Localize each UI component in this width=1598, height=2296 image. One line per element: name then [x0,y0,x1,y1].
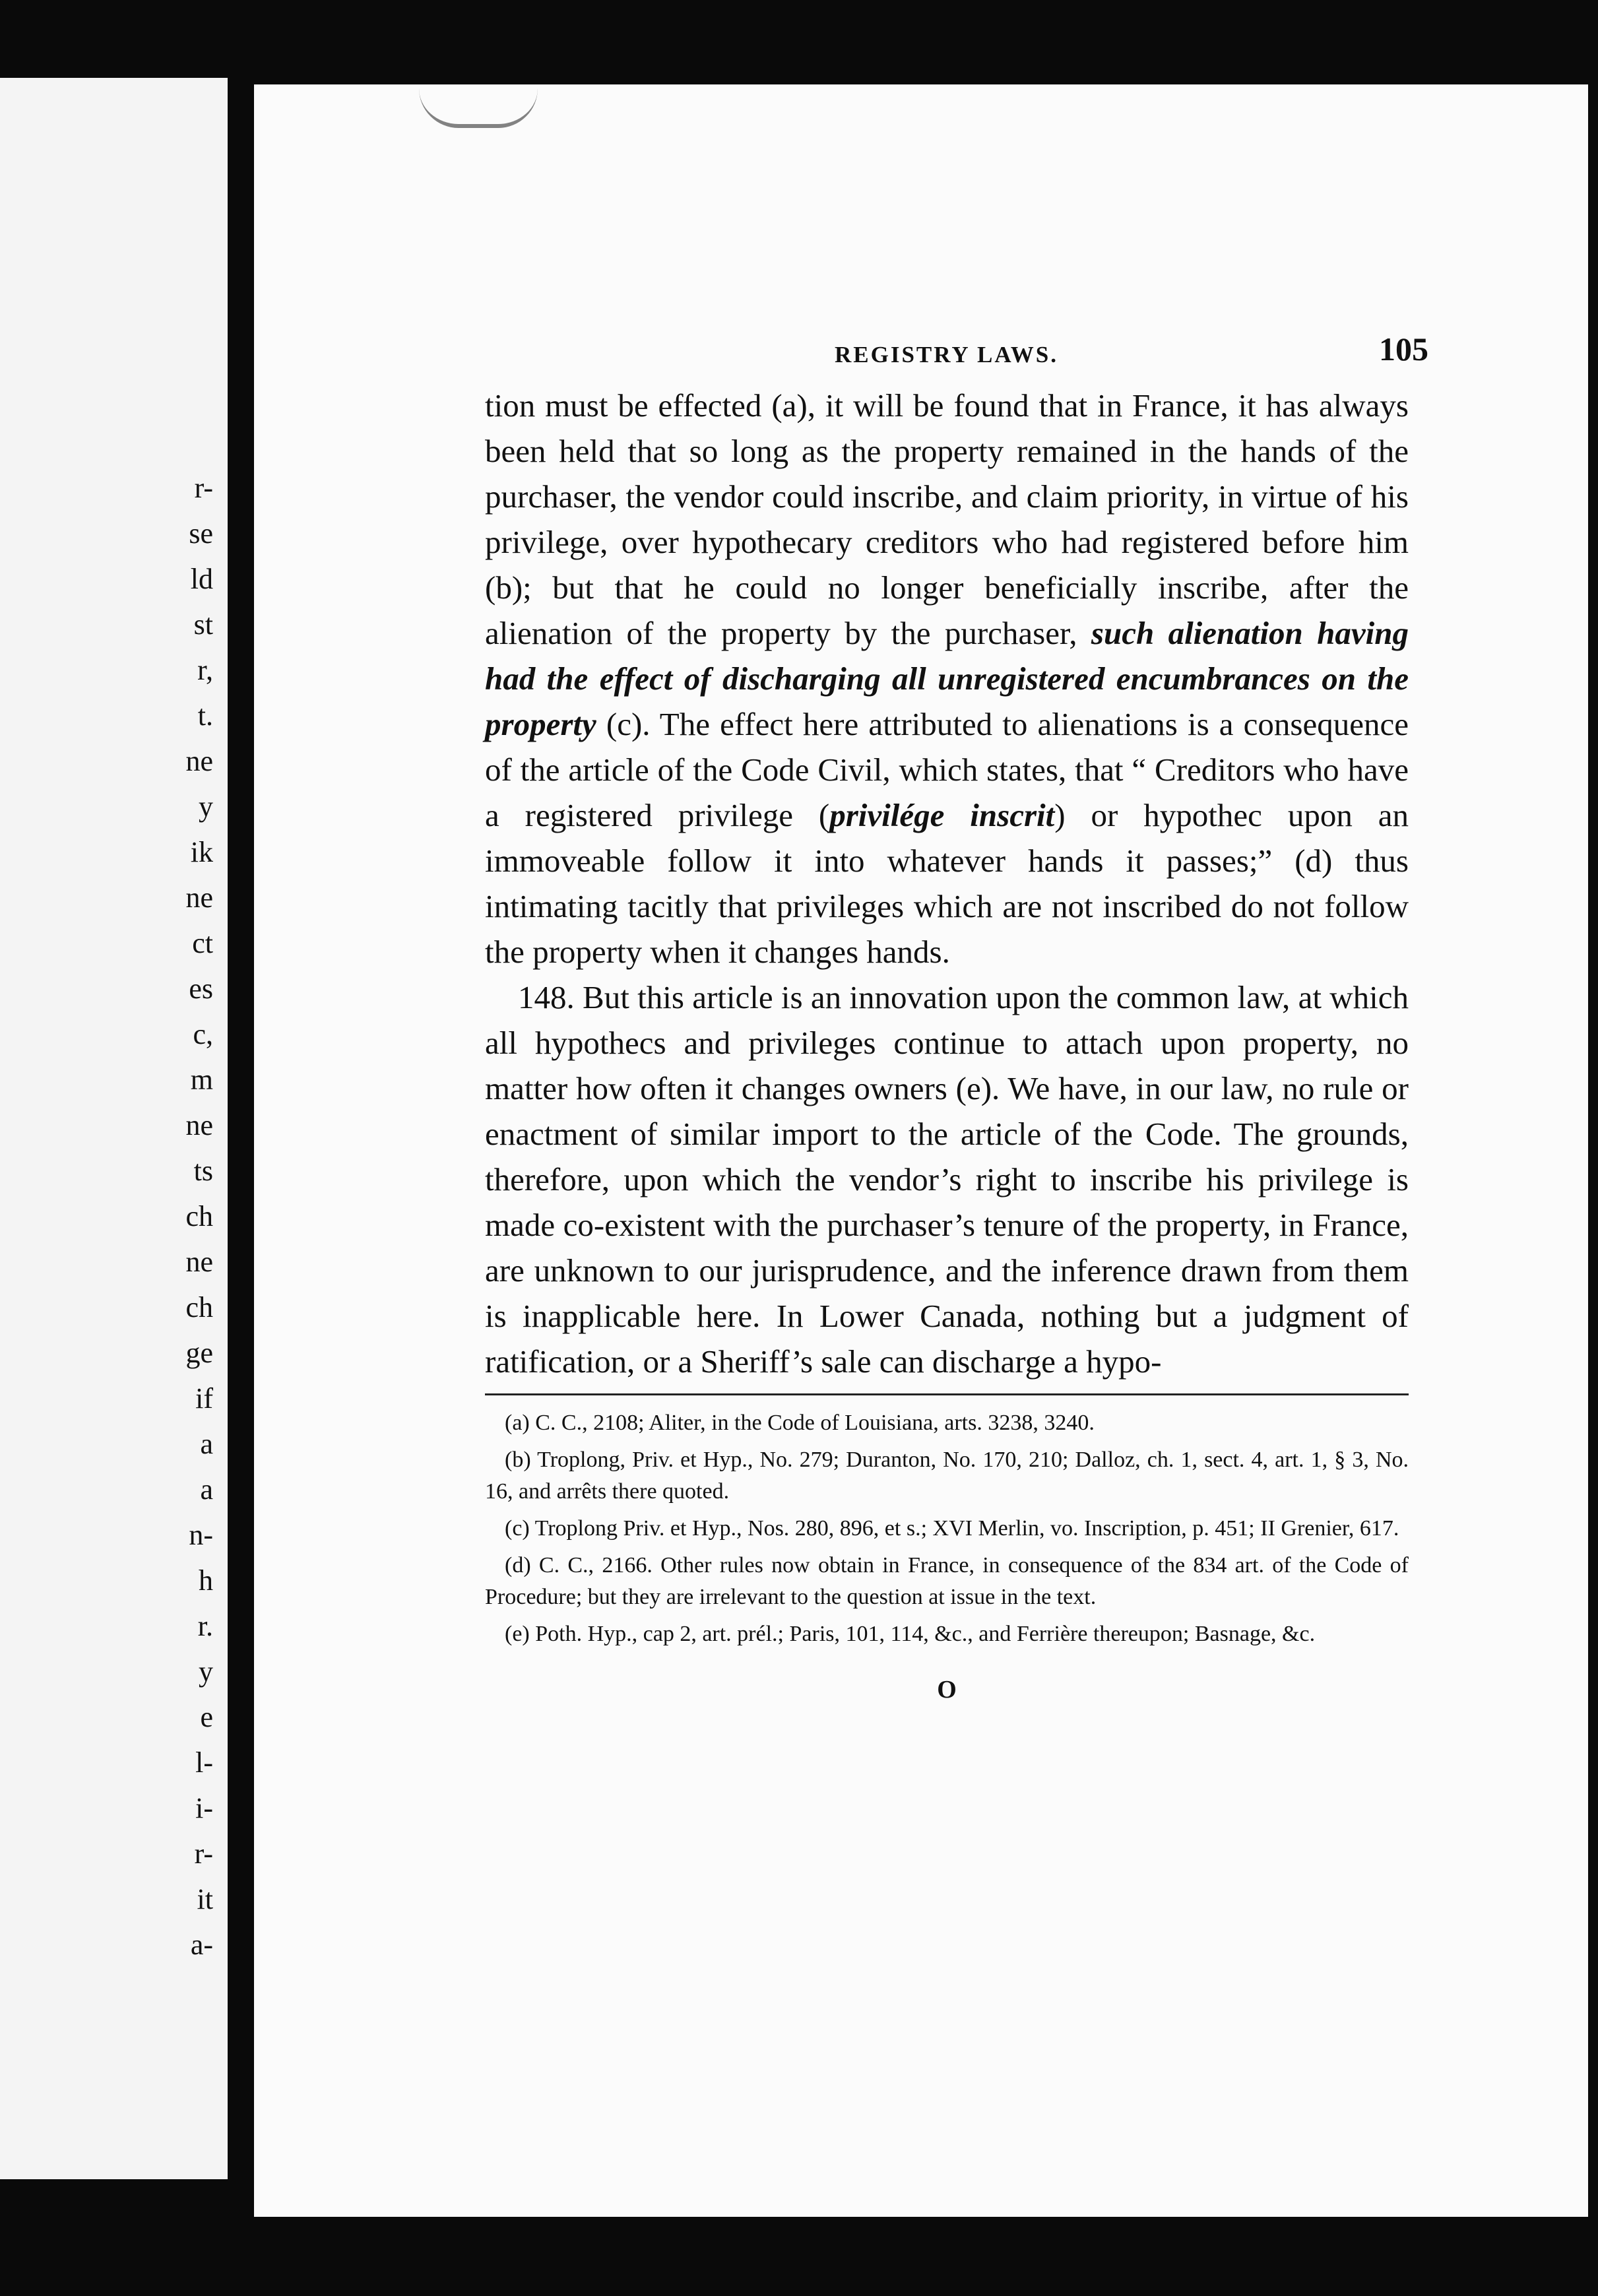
book-spine [228,78,254,2217]
facing-page-fragment: ne [185,745,213,777]
facing-page-fragment: a [200,1428,213,1460]
signature-mark: O [937,1676,957,1704]
facing-page-fragment: r- [194,1837,213,1870]
facing-page-fragment: y [199,790,213,823]
facing-page-fragment: m [190,1064,213,1096]
page-number: 105 [1379,331,1428,367]
facing-page-fragment: ld [190,563,213,595]
footnote-item: (d) C. C., 2166. Other rules now obtain in France, in consequence of the 834 art. of the Code of Procedure; but they are irrelevant to the question at issue in the text. [485,1553,1409,1609]
facing-page-fragment: se [189,517,213,550]
paragraph-1-text-b: (c). The effect here attributed to alienations is a consequence of the article of the Code Civil, which states, that “ Creditors who have a registered privilege ( [485,706,1409,833]
facing-page-fragment: t. [197,699,213,732]
facing-page-fragment: r. [197,1610,213,1642]
facing-page-fragment: if [195,1382,213,1415]
running-title: REGISTRY LAWS. [835,342,1059,367]
facing-page-fragment: ct [192,927,213,959]
facing-page-fragment: r- [194,472,213,504]
facing-page-fragment: h [199,1564,213,1597]
paragraph-1 [485,383,1409,974]
facing-page-fragment: ch [185,1291,213,1323]
facing-page-fragment: ne [185,881,213,914]
facing-page-fragment: ne [185,1246,213,1278]
footnote-item: (e) Poth. Hyp., cap 2, art. prél.; Paris, 101, 114, &c., and Ferrière thereupon; Basnage, &c. [505,1622,1316,1646]
facing-page-fragment: n- [189,1519,213,1551]
facing-page-fragment: y [199,1655,213,1688]
facing-page-fragment: ts [193,1155,213,1187]
book-page [254,84,1588,2217]
page-content [485,330,1428,1704]
facing-page-fragment: ch [185,1200,213,1232]
footnote-item: (c) Troplong Priv. et Hyp., Nos. 280, 896, et s.; XVI Merlin, vo. Inscription, p. 451; II Grenier, 617. [505,1516,1399,1541]
facing-page-fragment: st [193,608,213,641]
paragraph-1-text-a: tion must be effected (a), it will be found that in France, it has always been held that so long as the property remained in the hands of the purchaser, the vendor could inscribe, and claim priority, in virtue of his privilege, over hypothecary creditors who had registered before him (b); but that he could no longer beneficially inscribe, after the alienation of the property by the purchaser, [485,387,1409,651]
footnotes [485,1407,1409,1650]
facing-page-fragment: a- [190,1929,213,1961]
facing-page-fragment: it [197,1883,213,1915]
paragraph-1-emphasis-french: privilége inscrit [829,797,1055,833]
facing-page-fragment: r, [197,654,213,686]
facing-page-fragment: ik [190,836,213,868]
footnote-item: (a) C. C., 2108; Aliter, in the Code of Louisiana, arts. 3238, 3240. [505,1411,1095,1435]
facing-page-fragment: i- [195,1792,213,1824]
facing-page-fragment: ge [185,1337,213,1369]
facing-page [0,78,237,2179]
footnote-rule [485,1393,1409,1395]
facing-page-fragment: a [200,1473,213,1506]
facing-page-fragment: l- [195,1746,213,1779]
paragraph-148: 148. But this article is an innovation upon the common law, at which all hypothecs and privileges continue to attach upon property, no matter how often it changes owners (e). We have, in our law, no rule or enactment of similar import to the article of the Code. The grounds, therefore, upon which the vendor’s right to inscribe his privilege is made co-existent with the purchaser’s tenure of the property, in France, are unknown to our jurisprudence, and the inference drawn from them is inapplicable here. In Lower Canada, nothing but a judgment of ratification, or a Sheriff’s sale can discharge a hypo- [485,979,1409,1380]
paragraph-1-text-c: ) or hypothec upon an immoveable follow it into whatever hands it passes;” (d) thus intimating tacitly that privileges which are not inscribed do not follow the property when it changes hands. [485,797,1409,970]
facing-page-fragment: c, [193,1018,213,1050]
running-head [485,330,1428,383]
ink-smudge [419,84,538,128]
facing-page-fragment: es [189,973,213,1005]
paragraph-1-emphasis: such alienation having had the effect of discharging all unregistered encumbrances on the property [485,615,1409,742]
footnote-item: (b) Troplong, Priv. et Hyp., No. 279; Duranton, No. 170, 210; Dalloz, ch. 1, sect. 4, art. 1, § 3, No. 16, and arrêts there quoted. [485,1448,1409,1504]
facing-page-fragment: e [200,1701,213,1733]
facing-page-fragment: ne [185,1109,213,1141]
